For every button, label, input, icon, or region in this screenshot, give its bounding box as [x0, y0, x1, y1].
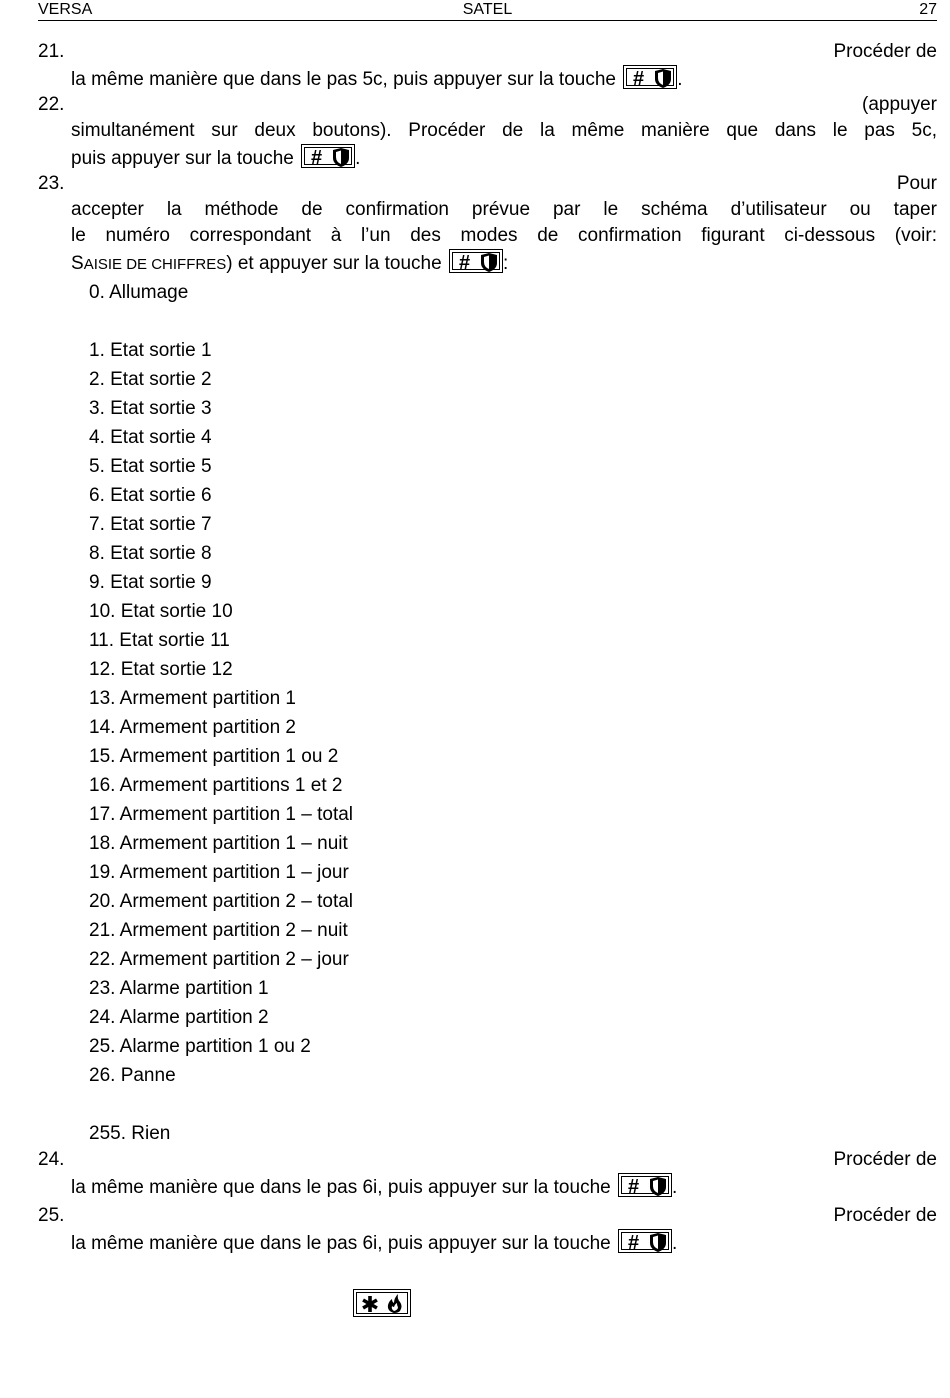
list-item: 8. Etat sortie 8	[89, 543, 212, 565]
header-product: VERSA	[38, 1, 93, 18]
list-item: 6. Etat sortie 6	[89, 485, 212, 507]
step-right-text: Procéder de	[833, 1204, 937, 1226]
step-number: 23.	[38, 173, 65, 195]
list-item: 22. Armement partition 2 – jour	[89, 949, 349, 971]
list-item: 2. Etat sortie 2	[89, 369, 212, 391]
confirmation-mode-list	[38, 278, 937, 1148]
list-item: 3. Etat sortie 3	[89, 398, 212, 420]
step-22	[38, 92, 937, 171]
list-item: 23. Alarme partition 1	[89, 978, 269, 1000]
svg-text:#: #	[458, 251, 471, 274]
step-text: la même manière que dans le pas 5c, puis appuyer sur la touche	[71, 68, 616, 90]
list-item: 12. Etat sortie 12	[89, 659, 233, 681]
list-item: 24. Alarme partition 2	[89, 1007, 269, 1029]
list-item: 1. Etat sortie 1	[89, 340, 212, 362]
step-text-line: simultanément sur deux boutons). Procéder de la même manière que dans le pas 5c,	[71, 120, 937, 142]
list-item: 255. Rien	[89, 1123, 171, 1145]
step-text-line: accepter la méthode de confirmation prévue par le schéma d’utilisateur ou taper	[71, 199, 937, 221]
list-item: 5. Etat sortie 5	[89, 456, 212, 478]
step-body: la même manière que dans le pas 5c, puis appuyer sur la touche # .	[38, 65, 937, 93]
page-header	[38, 0, 937, 21]
step-23	[38, 171, 937, 1148]
hash-shield-key-icon	[449, 249, 503, 273]
list-item: 4. Etat sortie 4	[89, 427, 212, 449]
list-item: 15. Armement partition 1 ou 2	[89, 746, 339, 768]
step-body: accepter la méthode de confirmation prévue par le schéma d’utilisateur ou taper le numéro correspondant à l’un des modes de confirmation figurant ci-dessous (voir: SAISIE DE CHIFFRES) et appuyer sur la touche # :	[71, 199, 937, 274]
document-body	[38, 39, 937, 1259]
step-right-text: (appuyer	[862, 94, 937, 116]
step-body: la même manière que dans le pas 6i, puis appuyer sur la touche # .	[38, 1229, 937, 1259]
step-right-text: Procéder de	[833, 41, 937, 62]
list-item: 11. Etat sortie 11	[89, 630, 230, 652]
step-number: 22.	[38, 94, 65, 116]
list-item: 19. Armement partition 1 – jour	[89, 862, 349, 884]
svg-text:#: #	[627, 1231, 640, 1254]
step-right-text: Procéder de	[833, 1149, 937, 1171]
list-item: 0. Allumage	[89, 282, 189, 304]
hash-shield-key-icon	[618, 1229, 672, 1253]
page-number: 27	[919, 1, 937, 18]
list-item: 13. Armement partition 1	[89, 688, 296, 710]
step-21	[38, 39, 937, 92]
star-flame-key-icon	[353, 1289, 411, 1317]
smallcaps-reference: AISIE DE CHIFFRES	[83, 255, 227, 273]
svg-text:#: #	[627, 1175, 640, 1198]
step-body: la même manière que dans le pas 6i, puis appuyer sur la touche # .	[38, 1173, 937, 1203]
list-item: 14. Armement partition 2	[89, 717, 296, 739]
hash-shield-key-icon	[618, 1173, 672, 1197]
step-text: la même manière que dans le pas 6i, puis appuyer sur la touche	[71, 1232, 611, 1254]
list-item: 16. Armement partitions 1 et 2	[89, 775, 343, 797]
hash-shield-key-icon	[301, 144, 355, 168]
svg-text:#: #	[633, 67, 645, 90]
list-item: 26. Panne	[89, 1065, 176, 1087]
svg-text:#: #	[311, 146, 323, 169]
step-number: 21.	[38, 41, 65, 62]
step-number: 25.	[38, 1204, 65, 1226]
list-item: 21. Armement partition 2 – nuit	[89, 920, 348, 942]
list-item: 18. Armement partition 1 – nuit	[89, 833, 348, 855]
list-item: 9. Etat sortie 9	[89, 572, 212, 594]
step-text: la même manière que dans le pas 6i, puis appuyer sur la touche	[71, 1176, 611, 1198]
step-number: 24.	[38, 1149, 65, 1171]
list-item: 10. Etat sortie 10	[89, 601, 233, 623]
step-24	[38, 1147, 937, 1203]
step-body: simultanément sur deux boutons). Procéder de la même manière que dans le pas 5c, puis appuyer sur la touche # .	[71, 120, 937, 169]
step-text-line: le numéro correspondant à l’un des modes de confirmation figurant ci-dessous (voir:	[71, 224, 937, 246]
step-text-line: puis appuyer sur la touche	[71, 147, 294, 169]
list-item: 7. Etat sortie 7	[89, 514, 212, 536]
list-gap	[89, 1090, 937, 1119]
list-item: 25. Alarme partition 1 ou 2	[89, 1036, 311, 1058]
hash-shield-key-icon	[623, 65, 677, 89]
step-right-text: Pour	[896, 173, 937, 195]
list-item: 17. Armement partition 1 – total	[89, 804, 354, 826]
header-brand: SATEL	[462, 1, 513, 18]
step-25	[38, 1203, 937, 1259]
list-gap	[89, 307, 937, 336]
list-item: 20. Armement partition 2 – total	[89, 891, 354, 913]
